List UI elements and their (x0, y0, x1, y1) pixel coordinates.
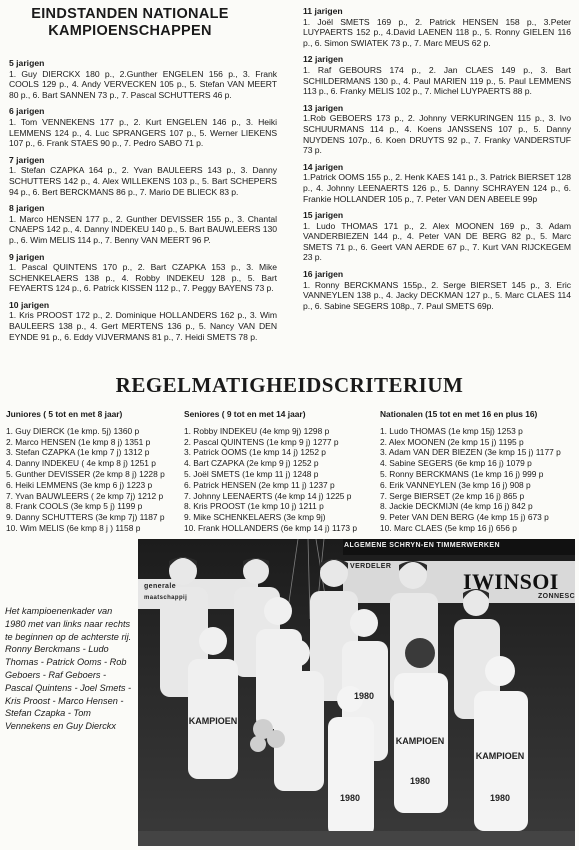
photo-caption: Het kampioenenkader van 1980 met van links naar rechts te beginnen op de achterste rij. Ronny Berckmans - Ludo Thomas - Patrick Ooms - Rob Geboers - Raf Geboers - Pascal Quintens - Joel Smets - Kris Proost - Marco Hensen - Stefan Czapka - Tom Vennekens en Guy Dierckx (5, 606, 132, 732)
age-group-results: 1. Pascal QUINTENS 170 p., 2. Bart CZAPKA 153 p., 3. Mike SCHENKELAERS 138 p., 4. Robby INDEKEU 128 p., 5. Bart FEYAERTS 124 p., 6. Patrick KISSEN 112 p., 7. Peggy BAYENS 73 p. (9, 262, 277, 294)
criterion-row: 2. Marco HENSEN (1e kmp 8 j) 1351 p (6, 436, 151, 447)
age-group (303, 103, 571, 156)
age-group-results: 1. Raf GEBOURS 174 p., 2. Jan CLAES 149 p., 3. Bart SCHILDERMANS 130 p., 4. Paul MARIEN 119 p., 5. Paul LEMMENS 113 p., 6. Franky MELIS 102 p., 7. Michel LUYPAERTS 88 p. (303, 64, 571, 97)
age-group-heading: 10 jarigen (9, 299, 50, 310)
criterion-row: 1. Guy DIERCK (1e kmp. 5j) 1360 p (6, 425, 140, 436)
age-group (303, 210, 571, 263)
age-group (9, 155, 277, 197)
age-group-heading: 14 jarigen (303, 161, 344, 172)
criterion-row: 8. Jackie DECKMIJN (4e kmp 16 j) 842 p (380, 501, 533, 512)
sign-brand: IWINSOI (463, 569, 559, 594)
svg-text:1980: 1980 (489, 793, 511, 803)
age-group-results: 1. Stefan CZAPKA 164 p., 2. Yvan BAULEERS 143 p., 3. Danny SCHUTTERS 142 p., 4. Alex WILLEKENS 103 p., 5. Bart SCHEPERS 94 p., 6. Bert BERCKMANS 86 p., 7. Mario DE BLIECK 83 p. (9, 165, 277, 197)
criterion-row: 10. Frank HOLLANDERS (6e kmp 14 j) 1173 p (184, 522, 358, 533)
age-group-heading: 15 jarigen (303, 210, 344, 221)
criterion-row: 7. Johnny LEENAERTS (4e kmp 14 j) 1225 p (184, 490, 352, 501)
criterion-row: 6. Heiki LEMMENS (3e kmp 6 j) 1223 p (6, 479, 153, 490)
age-group-results: 1. Joël SMETS 169 p., 2. Patrick HENSEN 158 p., 3.Peter LUYPAERTS 152 p., 4.David LAENEN 118 p., 5. Ronny GIELEN 116 p., 6. Simon SWIATEK 73 p., 7. Marc MEUS 62 p. (303, 16, 571, 48)
criterion-row: 5. Joël SMETS (1e kmp 11 j) 1248 p (184, 468, 319, 479)
svg-text:1980: 1980 (409, 776, 431, 786)
criterion-row: 5. Gunther DEVISSER (2e kmp 8 j) 1228 p (6, 468, 165, 479)
sign-left2: maatschappij (144, 595, 188, 601)
age-group-heading: 13 jarigen (303, 102, 344, 113)
age-group-results: 1. Kris PROOST 172 p., 2. Dominique HOLLANDERS 162 p., 3. Wim BAULEERS 138 p., 4. Gert MERTENS 136 p., 5. Nancy VAN DEN EYNDE 91 p., 6. Eddy VIJVERMANS 81 p., 7. Heidi SMETS 78 p. (9, 310, 277, 342)
criterion-row: 5. Ronny BERCKMANS (1e kmp 16 j) 999 p (380, 468, 544, 479)
age-group (9, 106, 277, 148)
criterion-row: 1. Ludo THOMAS (1e kmp 15j) 1253 p (380, 425, 523, 436)
results-column-left (9, 58, 277, 348)
criterion-seniores (184, 409, 379, 534)
age-group (9, 252, 277, 294)
section-title: REGELMATIGHEIDSCRITERIUM (115, 373, 464, 397)
age-group (303, 269, 571, 311)
age-group (9, 58, 277, 100)
criterion-row: 8. Kris PROOST (1e kmp 10 j) 1211 p (184, 501, 324, 512)
age-group (303, 54, 571, 96)
criterion-row: 6. Erik VANNEYLEN (3e kmp 16 j) 908 p (380, 479, 531, 490)
criterion-row: 8. Frank COOLS (3e kmp 5 j) 1199 p (6, 501, 143, 512)
criterion-row: 4. Danny INDEKEU ( 4e kmp 8 j) 1251 p (6, 458, 156, 469)
age-group-results: 1.Patrick OOMS 155 p., 2. Henk KAES 141 p., 3. Patrick BIERSET 128 p., 4. Johnny LEENAERTS 126 p., 5. Danny SCHRAYEN 124 p., 6. Frankie HOLLANDER 105 p., 7. Peter VAN DEN ABEELE 99p (303, 172, 571, 204)
criterion-row: 10. Marc CLAES (5e kmp 16 j) 656 p (380, 522, 517, 533)
age-group-results: 1. Tom VENNEKENS 177 p., 2. Kurt ENGELEN 146 p., 3. Heiki LEMMENS 124 p., 4. Luc SPRANGERS 107 p., 5. Werner LIEKENS 107 p., 6. Frank STAES 90 p., 7. Pedro SABO 71 p. (9, 116, 277, 149)
criterion-row: 2. Pascal QUINTENS (1e kmp 9 j) 1277 p (184, 436, 339, 447)
age-group-heading: 5 jarigen (9, 58, 45, 68)
age-group (9, 300, 277, 342)
criterion-row: 2. Alex MOONEN (2e kmp 15 j) 1195 p (380, 436, 524, 447)
criterion-row: 9. Peter VAN DEN BERG (4e kmp 15 j) 673 p (380, 512, 549, 523)
age-group-results: 1.Rob GEBOERS 173 p., 2. Johnny VERKURINGEN 115 p., 3. Ivo SCHUURMANS 114 p., 4. Koens JANSSENS 107 p., 5. Danny NUYDENS 107p., 6. Koen DRUYTS 92 p., 7. Franky VANDERSTUF 73 p. (303, 113, 571, 156)
age-group-heading: 7 jarigen (9, 154, 45, 165)
age-group (303, 162, 571, 204)
criterion-row: 1. Robby INDEKEU (4e kmp 9j) 1298 p (184, 425, 330, 436)
age-group-heading: 12 jarigen (303, 54, 344, 65)
age-group-heading: 16 jarigen (303, 269, 344, 280)
criterion-heading: Seniores ( 9 tot en met 14 jaar) (184, 409, 306, 419)
svg-text:1980: 1980 (353, 691, 375, 701)
criterion-row: 7. Yvan BAUWLEERS ( 2e kmp 7j) 1212 p (6, 490, 164, 501)
age-group-heading: 11 jarigen (303, 6, 343, 16)
criterion-heading: Nationalen (15 tot en met 16 en plus 16) (380, 409, 538, 419)
criterion-row: 3. Stefan CZAPKA (1e kmp 7 j) 1312 p (6, 447, 150, 458)
age-group-heading: 9 jarigen (9, 251, 45, 262)
criterion-row: 10. Wim MELIS (6e kmp 8 j ) 1158 p (6, 522, 141, 533)
criterion-row: 3. Adam VAN DER BIEZEN (3e kmp 15 j) 1177 p (380, 447, 561, 458)
criterion-row: 9. Mike SCHENKELAERS (3e kmp 9j) (184, 512, 326, 523)
page-title: EINDSTANDEN NATIONALE KAMPIOENSCHAPPEN (31, 6, 229, 39)
criterion-row: 4. Bart CZAPKA (2e kmp 9 j) 1252 p (184, 458, 319, 469)
svg-text:1980: 1980 (339, 793, 361, 803)
age-group-heading: 8 jarigen (9, 203, 45, 214)
criterion-row: 7. Serge BIERSET (2e kmp 16 j) 865 p (380, 490, 525, 501)
age-group-results: 1. Ludo THOMAS 171 p., 2. Alex MOONEN 169 p., 3. Adam VANDERBIEZEN 144 p., 4. Peter VAN DE BERG 82 p., 5. Marc SMETS 71 p., 6. Geert VAN AERDE 67 p., 7. Kurt VAN RIJCKEGEM 23 p. (303, 220, 571, 263)
criterion-heading: Juniores ( 5 tot en met 8 jaar) (6, 409, 123, 419)
criterion-row: 4. Sabine SEGERS (6e kmp 16 j) 1079 p (380, 458, 532, 469)
sign-left: generale (144, 583, 176, 590)
criterion-row: 9. Danny SCHUTTERS (3e kmp 7j) 1187 p (6, 512, 165, 523)
sign-top: ALGEMENE SCHRYN-EN TIMMERWERKEN (344, 542, 500, 549)
age-group-results: 1. Marco HENSEN 177 p., 2. Gunther DEVISSER 155 p., 3. Chantal CNAEPS 142 p., 4. Danny INDEKEU 140 p., 5. Bart BAUWLEERS 130 p., 6. Wim MELIS 114 p., 7. Benny VAN MEERT 96 P. (9, 213, 277, 245)
age-group (9, 203, 277, 245)
age-group (303, 6, 571, 48)
criterion-juniores (6, 409, 181, 534)
criterion-nationalen (380, 409, 579, 534)
svg-text:KAMPIOEN: KAMPIOEN (475, 751, 525, 761)
results-column-right (303, 6, 571, 317)
svg-text:KAMPIOEN: KAMPIOEN (395, 736, 445, 746)
age-group-results: 1. Guy DIERCKX 180 p., 2.Gunther ENGELEN 156 p., 3. Frank COOLS 129 p., 4. Andy VERVECKEN 105 p., 5. Stefan VAN MEERT 80 p., 6. Bart SANNEN 73 p., 7. Pascal SCHUTTERS 46 p. (9, 68, 277, 100)
criterion-row: 6. Patrick HENSEN (2e kmp 11 j) 1237 p (184, 479, 335, 490)
sign-right: ZONNESC (538, 593, 575, 600)
age-group-results: 1. Ronny BERCKMANS 155p., 2. Serge BIERSET 145 p., 3. Eric VANNEYLEN 138 p., 4. Jacky DECKMAN 127 p., 5. Marc CLAES 114 p., 6. Sabine SEGERS 108p., 7. Paul SMETS 69p. (303, 279, 571, 311)
sign-verdeler: VERDELER (350, 563, 392, 570)
criterion-row: 3. Patrick OOMS (1e kmp 14 j) 1252 p (184, 447, 326, 458)
age-group-heading: 6 jarigen (9, 106, 45, 117)
team-photo (138, 539, 575, 846)
svg-text:KAMPIOEN: KAMPIOEN (188, 716, 238, 726)
